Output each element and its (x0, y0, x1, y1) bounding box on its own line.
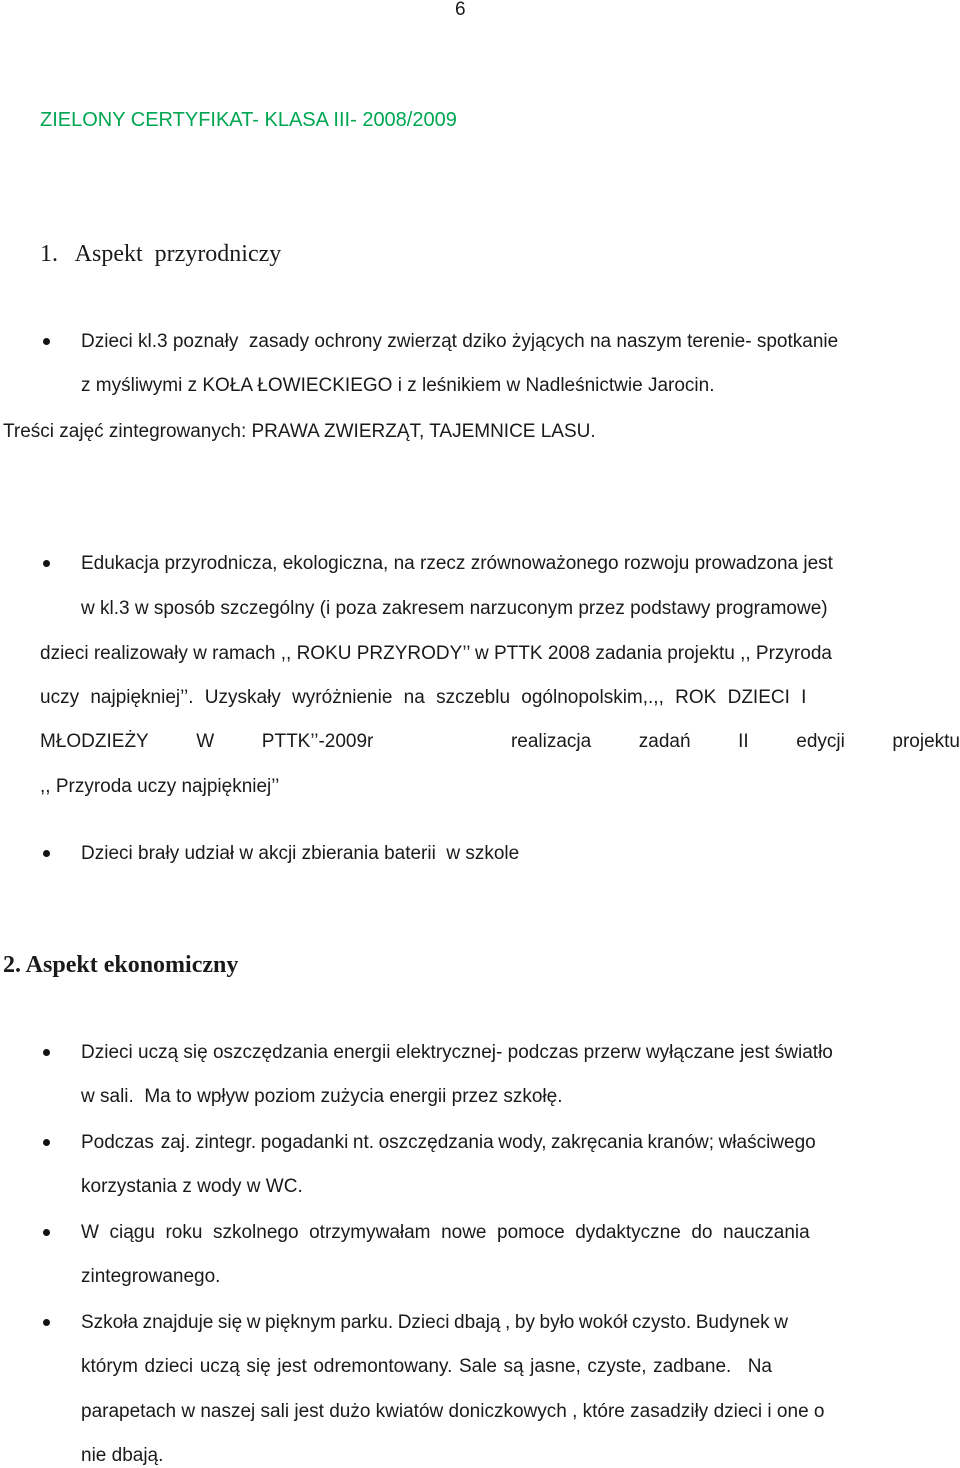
text-line: którym dzieci uczą się jest odremontowany. Sale są jasne, czyste, zadbane. Na (81, 1356, 772, 1377)
text-word: edycji (796, 731, 845, 752)
bullet-icon (43, 1229, 50, 1236)
text-line-justified (40, 730, 960, 754)
text-line: W ciągu roku szkolnego otrzymywałam nowe pomoce dydaktyczne do nauczania (81, 1222, 810, 1243)
bullet-icon (43, 1049, 50, 1056)
text-word: W (196, 731, 215, 752)
text-word: II (738, 731, 749, 752)
text-line: korzystania z wody w WC. (81, 1176, 303, 1197)
page-number: 6 (455, 0, 466, 20)
text-word: realizacja (510, 731, 592, 752)
text-word: zadań (638, 731, 691, 752)
text-line: Szkoła znajduje się w pięknym parku. Dzieci dbają , by było wokół czysto. Budynek w (81, 1312, 788, 1333)
text-line: nie dbają. (81, 1445, 164, 1466)
text-line: zintegrowanego. (81, 1266, 221, 1287)
document-title: ZIELONY CERTYFIKAT- KLASA III- 2008/2009 (40, 109, 457, 131)
text-word: MŁODZIEŻY (40, 731, 149, 752)
text-line: Edukacja przyrodnicza, ekologiczna, na rzecz zrównoważonego rozwoju prowadzona jest (81, 553, 833, 574)
bullet-icon (43, 1319, 50, 1326)
text-line: parapetach w naszej sali jest dużo kwiatów doniczkowych , które zasadziły dzieci i one o (81, 1401, 825, 1422)
section-heading-przyrodniczy: 1. Aspekt przyrodniczy (40, 241, 282, 267)
text-line: dzieci realizowały w ramach ,, ROKU PRZYRODY’’ w PTTK 2008 zadania projektu ,, Przyroda (40, 643, 832, 664)
text-line: Treści zajęć zintegrowanych: PRAWA ZWIERZĄT, TAJEMNICE LASU. (3, 421, 596, 442)
text-line: w kl.3 w sposób szczególny (i poza zakresem narzuconym przez podstawy programowe) (81, 598, 828, 619)
bullet-icon (43, 560, 50, 567)
text-line: z myśliwymi z KOŁA ŁOWIECKIEGO i z leśnikiem w Nadleśnictwie Jarocin. (81, 375, 715, 396)
text-word: projektu (892, 731, 960, 752)
bullet-icon (43, 1139, 50, 1146)
text-line: ,, Przyroda uczy najpiękniej’’ (40, 776, 280, 797)
text-line: w sali. Ma to wpływ poziom zużycia energii przez szkołę. (81, 1086, 563, 1107)
text-line: Dzieci brały udział w akcji zbierania baterii w szkole (81, 843, 520, 864)
text-line: Dzieci uczą się oszczędzania energii elektrycznej- podczas przerw wyłączane jest światło (81, 1042, 833, 1063)
bullet-icon (43, 850, 50, 857)
text-word: PTTK’’-2009r (261, 731, 374, 752)
text-line: Podczas zaj. zintegr. pogadanki nt. oszczędzania wody, zakręcania kranów; właściwego (81, 1132, 816, 1153)
bullet-icon (43, 338, 50, 345)
section-heading-ekonomiczny: 2. Aspekt ekonomiczny (3, 952, 239, 978)
text-line: uczy najpiękniej’’. Uzyskały wyróżnienie na szczeblu ogólnopolskim,.,, ROK DZIECI I (40, 687, 807, 708)
text-line: Dzieci kl.3 poznały zasady ochrony zwierząt dziko żyjących na naszym terenie- spotkanie (81, 331, 839, 352)
